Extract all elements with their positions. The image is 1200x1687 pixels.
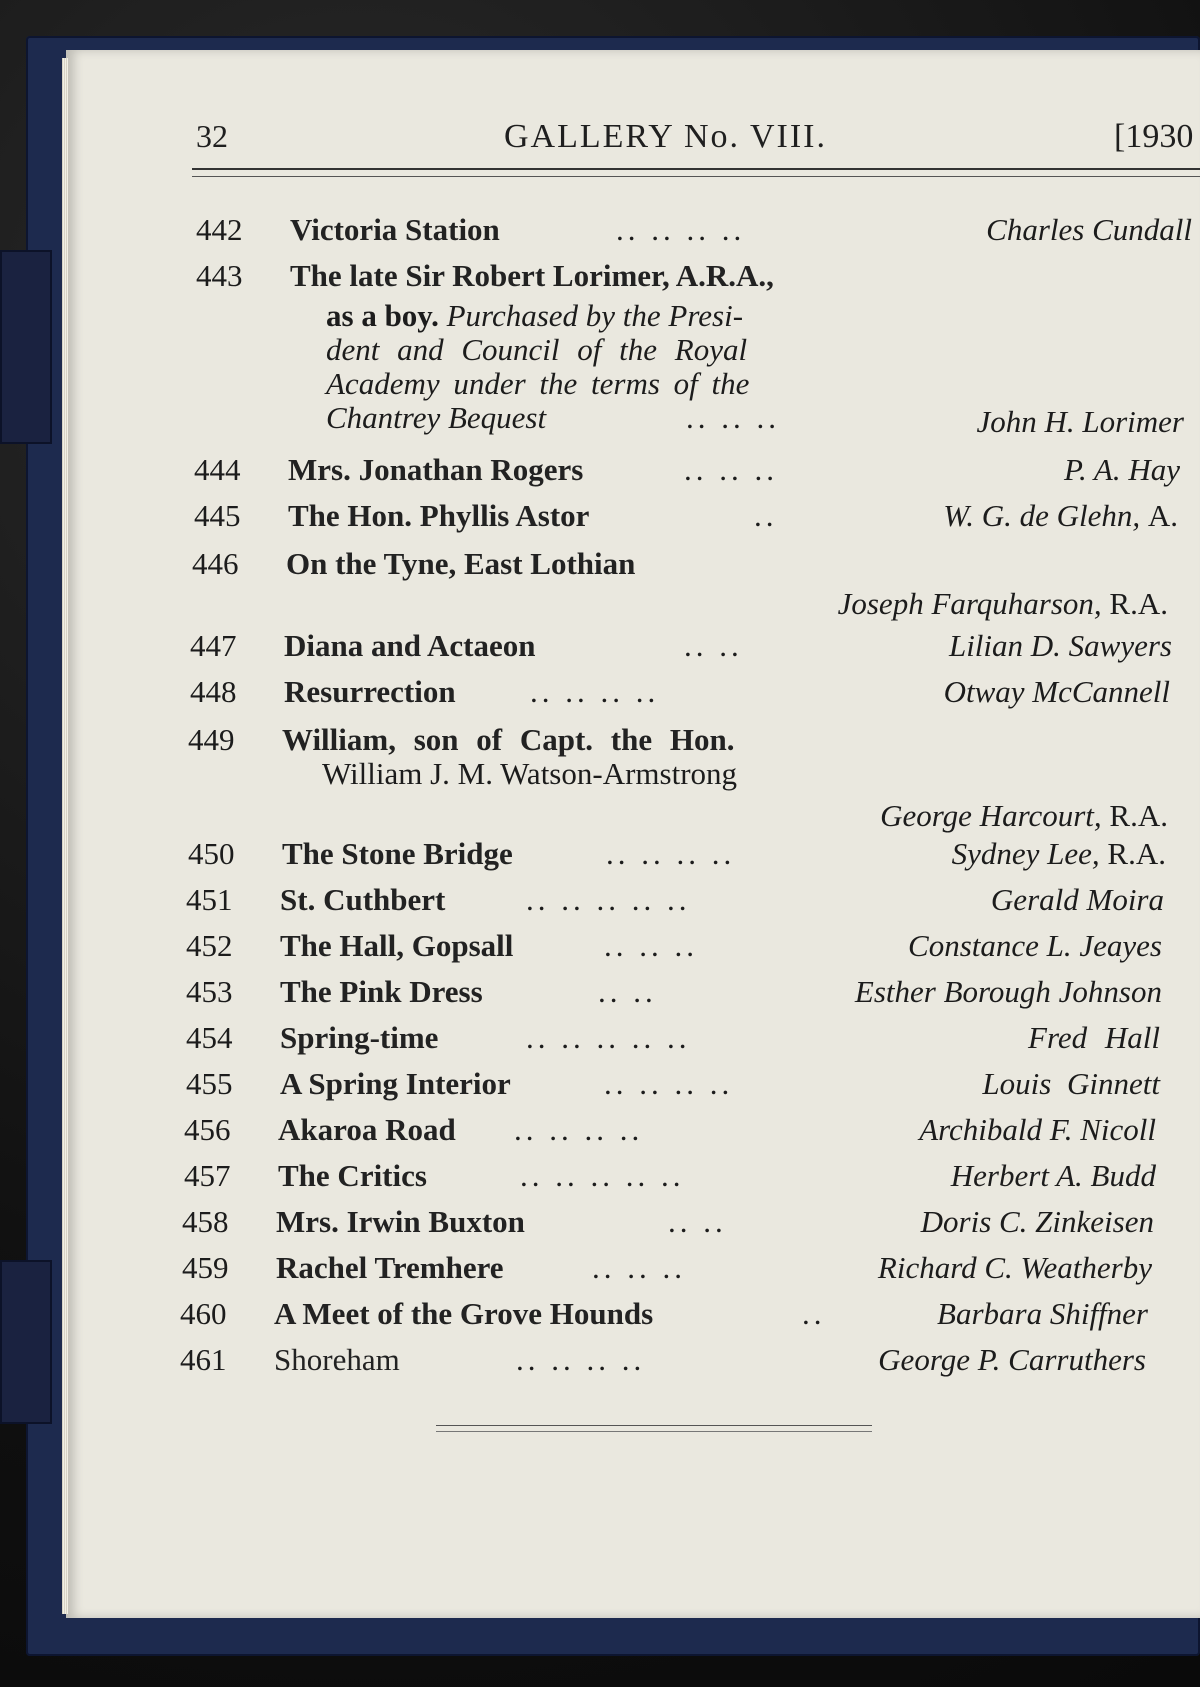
entry-artist: W. G. de Glehn, A. — [943, 498, 1178, 533]
entry-number: 448 — [190, 674, 237, 709]
entry-number: 449 — [188, 722, 235, 757]
entry-number: 443 — [196, 258, 243, 293]
entry-title: The Critics — [278, 1158, 427, 1193]
entry-number: 442 — [196, 212, 243, 247]
entry-artist: Fred Hall — [1028, 1020, 1160, 1055]
page-year: [1930 — [1114, 118, 1194, 155]
entry-number: 451 — [186, 882, 233, 917]
catalogue-entry — [184, 1112, 1184, 1152]
entry-leader-dots: .. .. .. .. .. — [526, 882, 691, 917]
entry-description-line: William J. M. Watson-Armstrong — [322, 756, 738, 791]
entry-artist: Barbara Shiffner — [937, 1296, 1148, 1331]
entry-number: 458 — [182, 1204, 229, 1239]
entry-title: The late Sir Robert Lorimer, A.R.A., — [290, 258, 774, 293]
page-title: GALLERY No. VIII. — [504, 118, 827, 155]
catalogue-entry — [186, 1066, 1186, 1106]
entry-title: The Hall, Gopsall — [280, 928, 514, 963]
catalogue-entry — [186, 974, 1186, 1014]
entry-title: Resurrection — [284, 674, 456, 709]
entry-leader-dots: .. .. .. .. — [604, 1066, 734, 1101]
entry-number: 446 — [192, 546, 239, 581]
entry-title: William, son of Capt. the Hon. — [282, 722, 735, 757]
entry-title: On the Tyne, East Lothian — [286, 546, 636, 581]
entry-leader-dots: .. — [754, 498, 778, 533]
entry-artist: P. A. Hay — [1064, 452, 1180, 487]
entry-title: Shoreham — [274, 1342, 400, 1377]
catalogue-entry — [186, 882, 1186, 922]
entry-title: Victoria Station — [290, 212, 500, 247]
entry-number: 447 — [190, 628, 237, 663]
entry-leader-dots: .. .. — [598, 974, 657, 1009]
entry-artist: Otway McCannell — [943, 674, 1170, 709]
entry-description-line: dent and Council of the Royal — [326, 332, 748, 367]
entry-title: The Pink Dress — [280, 974, 483, 1009]
catalogue-entry — [190, 628, 1190, 668]
entry-artist: George Harcourt, R.A. — [880, 798, 1168, 833]
entry-number: 455 — [186, 1066, 233, 1101]
catalogue-entry — [188, 836, 1188, 876]
catalogue-entry — [186, 928, 1186, 968]
catalogue-entry — [190, 674, 1190, 714]
entry-leader-dots: .. .. — [668, 1204, 727, 1239]
entry-number: 445 — [194, 498, 241, 533]
entry-title: The Hon. Phyllis Astor — [288, 498, 590, 533]
entry-title: A Meet of the Grove Hounds — [274, 1296, 654, 1331]
entry-title: Mrs. Jonathan Rogers — [288, 452, 584, 487]
catalogue-entry — [182, 1204, 1182, 1244]
entry-artist: Herbert A. Budd — [950, 1158, 1156, 1193]
entry-description-line: as a boy. Purchased by the Presi- — [326, 298, 744, 333]
entry-title: Rachel Tremhere — [276, 1250, 504, 1285]
entry-artist: John H. Lorimer — [976, 404, 1184, 439]
entry-number: 453 — [186, 974, 233, 1009]
entry-number: 456 — [184, 1112, 231, 1147]
entry-artist: Sydney Lee, R.A. — [951, 836, 1166, 871]
catalogue-entry — [184, 1158, 1184, 1198]
entry-leader-dots: .. — [802, 1296, 826, 1331]
catalogue-entry — [188, 722, 1188, 842]
entry-artist: George P. Carruthers — [878, 1342, 1146, 1377]
entry-artist: Constance L. Jeayes — [908, 928, 1162, 963]
catalogue-entry — [196, 258, 1200, 448]
entry-number: 454 — [186, 1020, 233, 1055]
entry-leader-dots: .. .. .. .. — [516, 1342, 646, 1377]
catalogue-entry — [194, 498, 1194, 538]
catalogue-entry — [194, 452, 1194, 492]
entry-title: Akaroa Road — [278, 1112, 456, 1147]
entry-artist: Lilian D. Sawyers — [948, 628, 1172, 663]
entry-artist: Doris C. Zinkeisen — [920, 1204, 1154, 1239]
entry-artist: Esther Borough Johnson — [854, 974, 1162, 1009]
entry-description-line: Academy under the terms of the — [326, 366, 750, 401]
entry-title: The Stone Bridge — [282, 836, 513, 871]
catalogue-entry — [192, 546, 1192, 626]
entry-number: 450 — [188, 836, 235, 871]
entry-leader-dots: .. .. .. .. — [616, 212, 746, 247]
catalogue-entry — [186, 1020, 1186, 1060]
entry-number: 459 — [182, 1250, 229, 1285]
catalogue-entry — [180, 1296, 1180, 1336]
entry-artist: Richard C. Weatherby — [877, 1250, 1152, 1285]
entry-number: 444 — [194, 452, 241, 487]
entry-leader-dots: .. .. .. .. .. — [520, 1158, 685, 1193]
catalogue-entry — [182, 1250, 1182, 1290]
entry-title: Mrs. Irwin Buxton — [276, 1204, 525, 1239]
entry-leader-dots: .. .. .. — [686, 400, 780, 435]
entry-artist: Charles Cundall — [986, 212, 1192, 247]
entry-title: St. Cuthbert — [280, 882, 446, 917]
entry-leader-dots: .. .. .. .. — [530, 674, 660, 709]
entry-artist: Louis Ginnett — [982, 1066, 1160, 1101]
entry-number: 452 — [186, 928, 233, 963]
entry-title: A Spring Interior — [280, 1066, 511, 1101]
entry-leader-dots: .. .. .. — [604, 928, 698, 963]
entry-title: Diana and Actaeon — [284, 628, 536, 663]
page-number: 32 — [196, 118, 228, 154]
entry-leader-dots: .. .. .. .. .. — [526, 1020, 691, 1055]
entry-description-line: Chantrey Bequest — [326, 400, 547, 435]
entry-title: Spring-time — [280, 1020, 439, 1055]
entry-artist: Archibald F. Nicoll — [919, 1112, 1156, 1147]
entry-number: 460 — [180, 1296, 227, 1331]
closing-rule — [436, 1425, 872, 1432]
entry-number: 461 — [180, 1342, 227, 1377]
catalogue-entry — [180, 1342, 1180, 1382]
entry-number: 457 — [184, 1158, 231, 1193]
entry-artist: Joseph Farquharson, R.A. — [837, 586, 1168, 621]
entry-leader-dots: .. .. .. .. — [606, 836, 736, 871]
entry-leader-dots: .. .. .. — [684, 452, 778, 487]
entry-leader-dots: .. .. — [684, 628, 743, 663]
entry-artist: Gerald Moira — [990, 882, 1164, 917]
entry-leader-dots: .. .. .. — [592, 1250, 686, 1285]
entry-leader-dots: .. .. .. .. — [514, 1112, 644, 1147]
catalogue-entry — [196, 212, 1200, 252]
